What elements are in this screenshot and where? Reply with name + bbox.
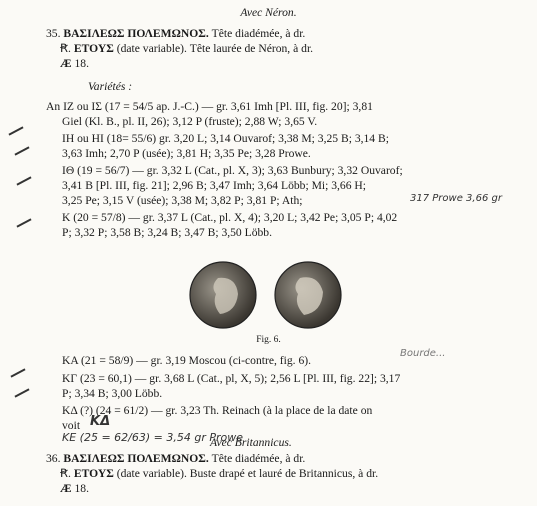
variety-row: KA (21 = 58/9) — gr. 3,19 Moscou (ci-contre, fig. 6).	[62, 354, 311, 367]
margin-tick	[14, 146, 29, 155]
variety-row: An IZ ou IΣ (17 = 54/5 ap. J.-C.) — gr. 3,61 Imh [Pl. III, fig. 20]; 3,81	[46, 100, 373, 113]
variety-row-cont: Giel (Kl. B., pl. II, 26); 3,12 P (fruste); 2,88 W; 3,65 V.	[62, 115, 318, 128]
reverse-legend: ΕΤΟΥΣ	[73, 42, 114, 55]
coin-legend: ΒΑΣΙΛΕΩΣ ΠΟΛΕΜΩΝΟΣ.	[63, 27, 209, 40]
handwritten-date: KΔ	[90, 414, 111, 429]
entry-35-metal	[60, 57, 89, 71]
coin-figure	[178, 260, 358, 330]
margin-tick	[16, 218, 31, 227]
margin-tick	[8, 126, 23, 135]
obverse-description: Tête diadémée, à dr.	[211, 452, 306, 465]
entry-36-metal	[60, 482, 89, 496]
variety-row-cont: P; 3,34 B; 3,00 Löbb.	[62, 387, 163, 400]
reverse-legend: ΕΤΟΥΣ	[73, 467, 114, 480]
varietes-heading: Variétés :	[88, 80, 133, 93]
variety-row: ΙΘ (19 = 56/7) — gr. 3,32 L (Cat., pl. X, 3); 3,63 Bunbury; 3,32 Ouvarof;	[62, 164, 403, 177]
entry-35-reverse	[60, 42, 313, 56]
coin-legend: ΒΑΣΙΛΕΩΣ ΠΟΛΕΜΩΝΟΣ.	[63, 452, 209, 465]
variety-row-cont: 3,63 Imh; 2,70 P (usée); 3,81 H; 3,35 Pe; 3,28 Prowe.	[62, 147, 311, 160]
variety-row: K (20 = 57/8) — gr. 3,37 L (Cat., pl. X, 4); 3,20 L; 3,42 Pe; 3,05 P; 4,02	[62, 211, 398, 224]
margin-tick	[16, 176, 31, 185]
entry-35	[46, 27, 305, 41]
entry-number: 36.	[46, 452, 61, 465]
figure-caption: Fig. 6.	[256, 335, 281, 345]
faint-note: Bourde...	[400, 348, 446, 359]
coin-size: 18.	[74, 57, 89, 70]
variety-row: IH ou HI (18= 55/6) gr. 3,20 L; 3,14 Ouvarof; 3,38 M; 3,25 B; 3,14 B;	[62, 132, 389, 145]
entry-36	[46, 452, 305, 466]
obverse-description: Tête diadémée, à dr.	[211, 27, 306, 40]
section-header: Avec Néron.	[240, 6, 297, 19]
entry-number: 35.	[46, 27, 61, 40]
entry-36-reverse	[60, 467, 378, 481]
handwritten-ke-note: KE (25 = 62/63) = 3,54 gr Prowe	[62, 431, 244, 444]
metal-symbol: Æ	[60, 57, 72, 70]
reverse-symbol: Ꞧ.	[60, 42, 71, 55]
subsection-heading: Avec Britannicus.	[210, 436, 292, 449]
metal-symbol: Æ	[60, 482, 72, 495]
coin-size: 18.	[74, 482, 89, 495]
coin-image	[178, 260, 358, 330]
variety-row-cont: voit	[62, 419, 81, 432]
variety-row-cont: 3,25 Pe; 3,15 V (usée); 3,38 M; 3,82 P; 3,81 P; Ath;	[62, 194, 303, 207]
reverse-description: (date variable). Buste drapé et lauré de Britannicus, à dr.	[116, 467, 379, 480]
margin-tick	[14, 388, 29, 397]
variety-row: KΔ (?) (24 = 61/2) — gr. 3,23 Th. Reinach (à la place de la date on	[62, 404, 373, 417]
variety-row: KΓ (23 = 60,1) — gr. 3,68 L (Cat., pl, X, 5); 2,56 L [Pl. III, fig. 22]; 3,17	[62, 372, 401, 385]
margin-tick	[10, 368, 25, 377]
reverse-description: (date variable). Tête laurée de Néron, à dr.	[116, 42, 314, 55]
handwritten-note: 317 Prowe 3,66 gr	[410, 193, 502, 204]
reverse-symbol: Ꞧ.	[60, 467, 71, 480]
variety-row-cont: 3,41 B [Pl. III, fig. 21]; 2,96 B; 3,47 Imh; 3,64 Löbb; Mi; 3,66 H;	[62, 179, 367, 192]
variety-row-cont: P; 3,32 P; 3,58 B; 3,24 B; 3,47 B; 3,50 Löbb.	[62, 226, 273, 239]
